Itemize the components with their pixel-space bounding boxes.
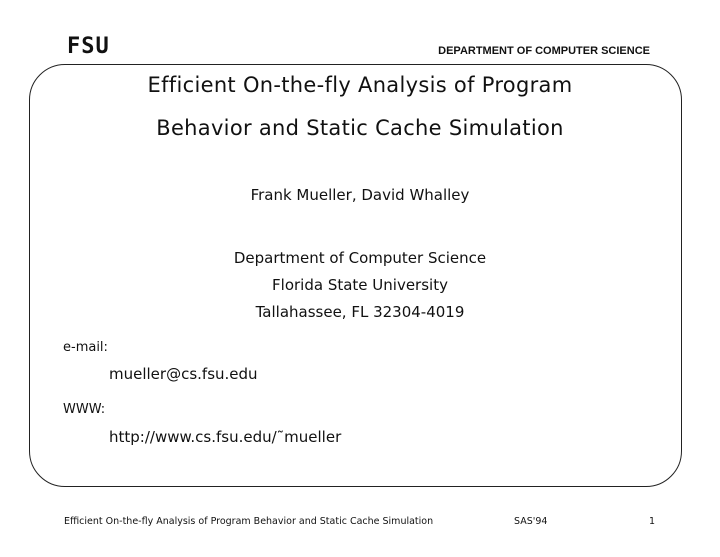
authors: Frank Mueller, David Whalley	[250, 186, 470, 204]
email-address[interactable]: mueller@cs.fsu.edu	[109, 365, 258, 383]
affiliation-university: Florida State University	[272, 276, 448, 294]
affiliation-department: Department of Computer Science	[233, 249, 487, 267]
page-number: 1	[649, 516, 656, 527]
homepage-url[interactable]: http://www.cs.fsu.edu/˜mueller	[109, 428, 342, 446]
footer-title: Efficient On-the-fly Analysis of Program Behavior and Static Cache Simulation	[64, 516, 434, 527]
www-label: WWW:	[63, 402, 106, 417]
fsu-logo: FSU	[67, 34, 110, 59]
slide-title-line-2: Behavior and Static Cache Simulation	[156, 116, 564, 140]
department-header: DEPARTMENT OF COMPUTER SCIENCE	[438, 45, 650, 57]
slide-title-line-1: Efficient On-the-fly Analysis of Program	[147, 73, 573, 97]
footer-conference: SAS'94	[514, 516, 548, 527]
affiliation-address: Tallahassee, FL 32304-4019	[255, 303, 465, 321]
email-label: e-mail:	[63, 340, 108, 355]
